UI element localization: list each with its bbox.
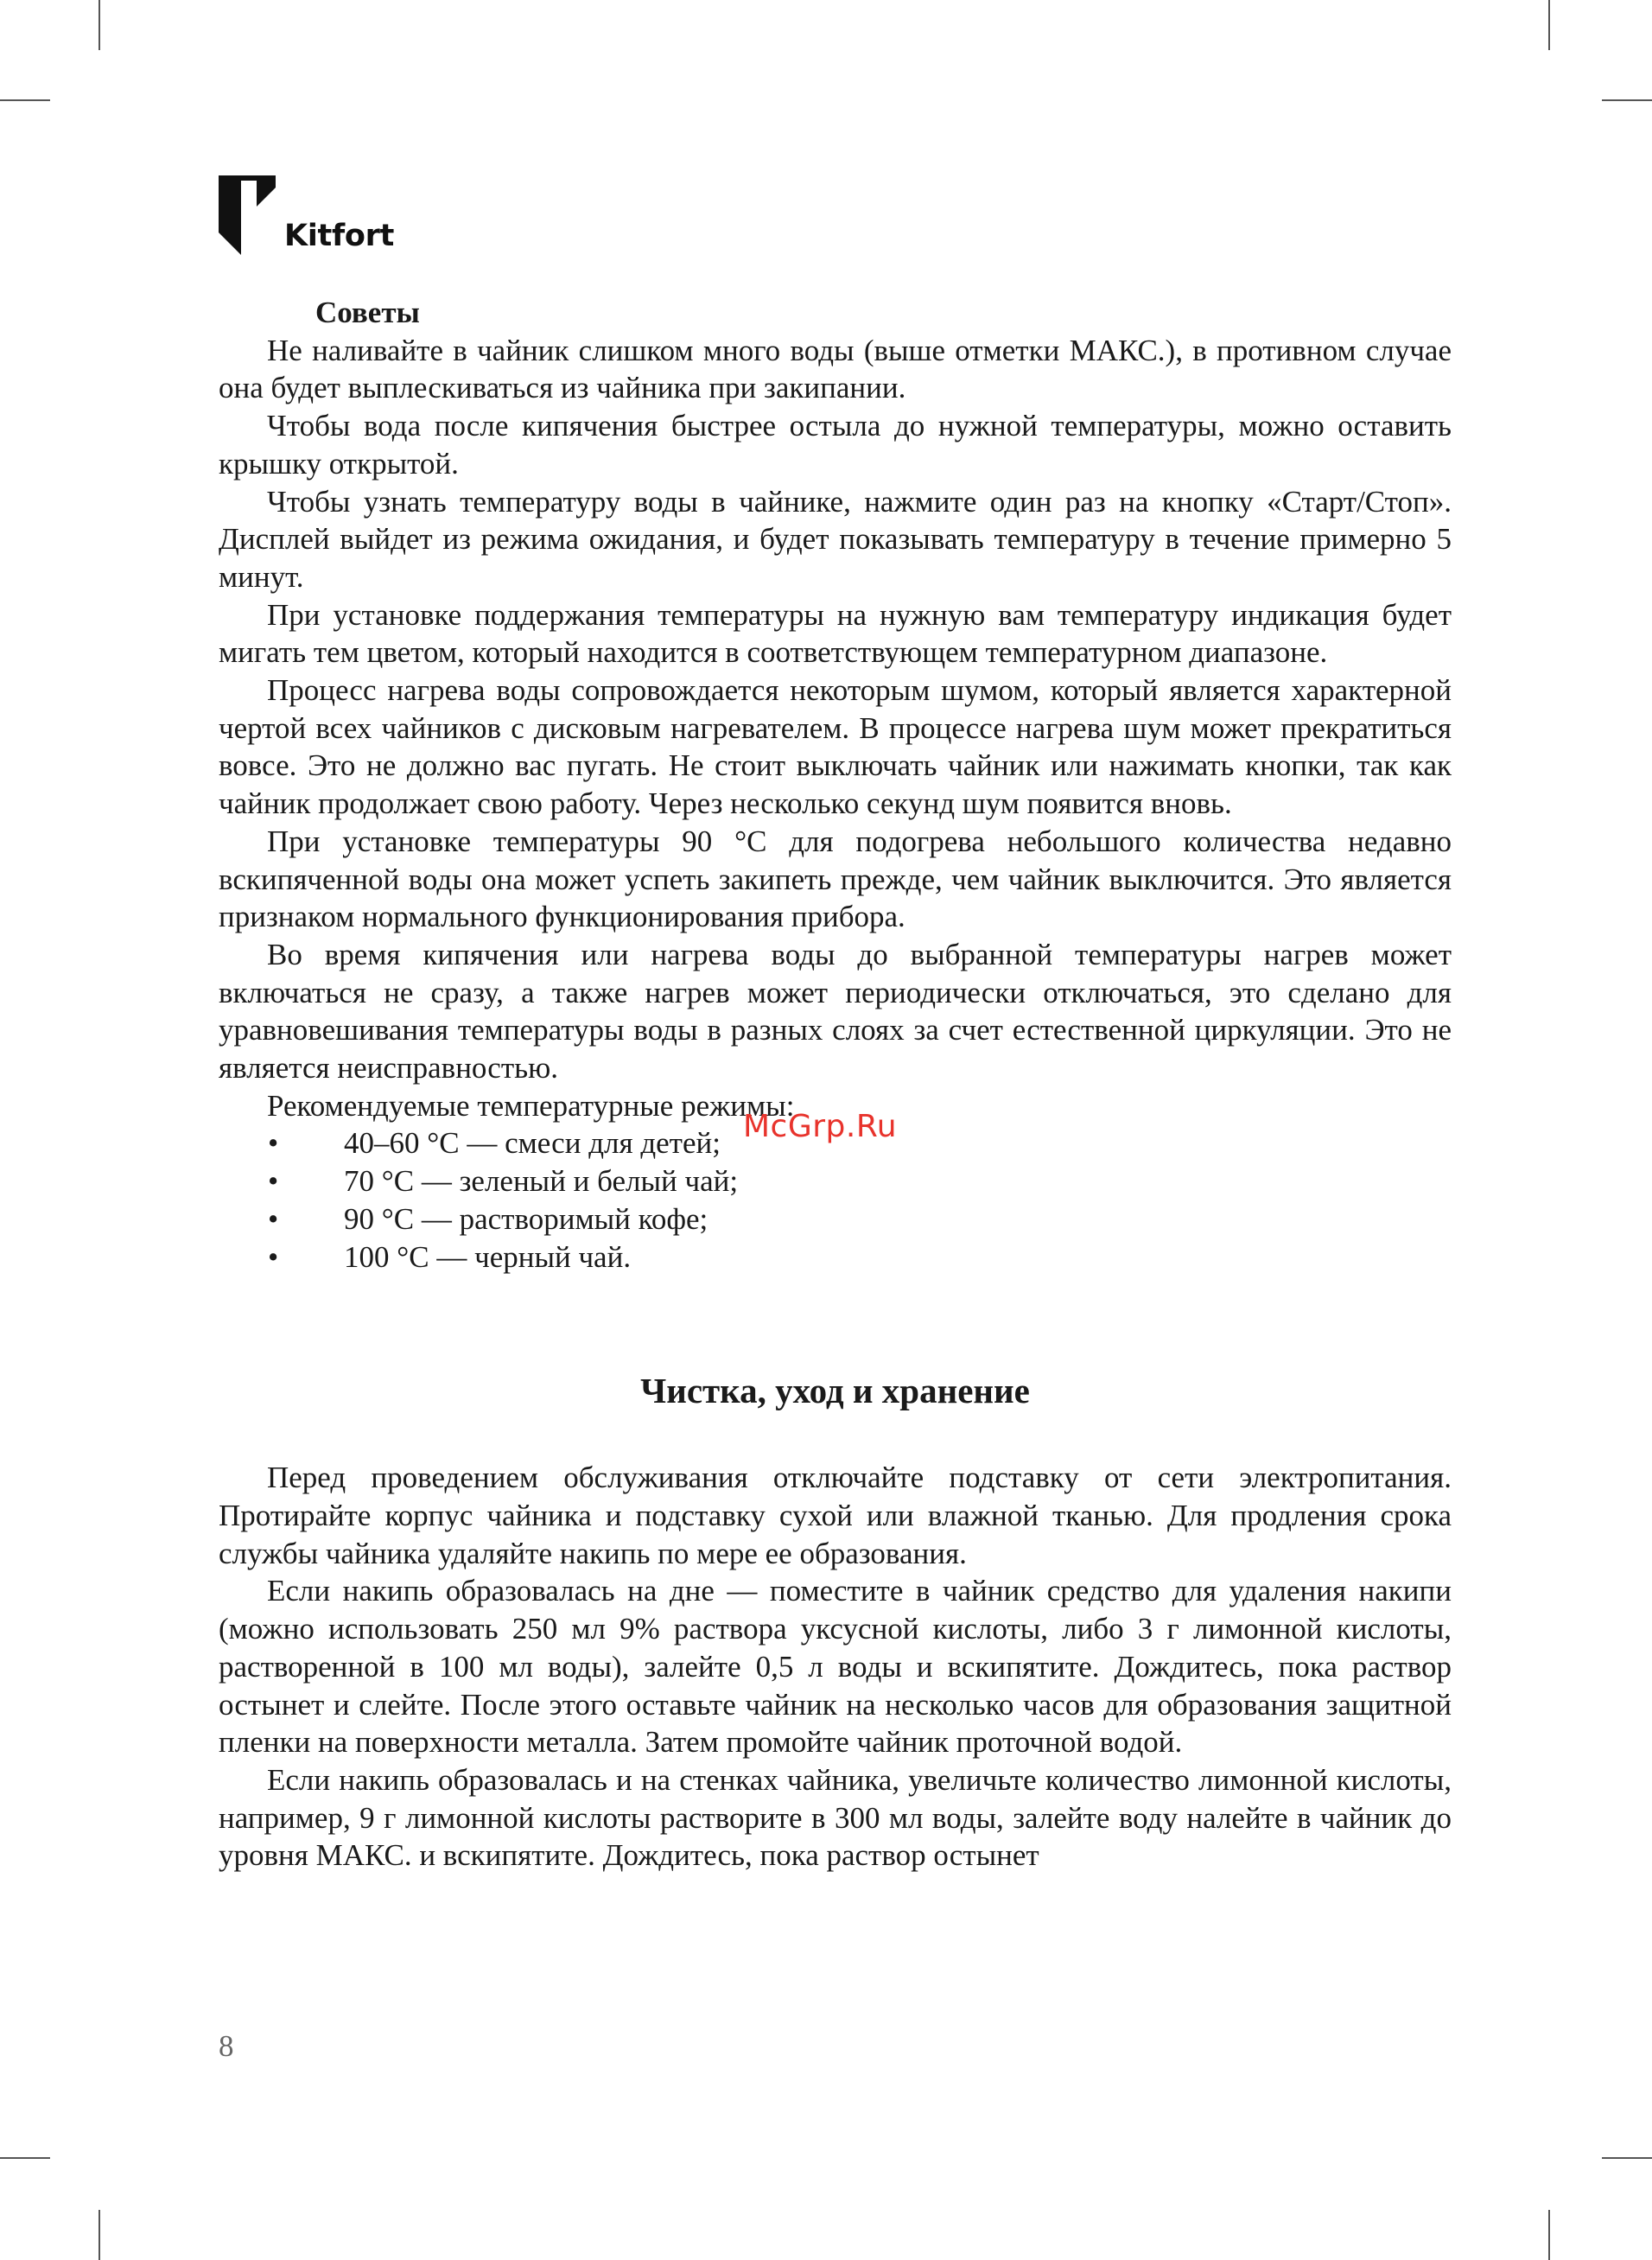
bullet-icon: • [268,1239,279,1274]
tips-paragraph: Чтобы узнать температуру воды в чайнике, нажмите один раз на кнопку «Старт/Стоп». Дисплей выйдет из режима ожидания, и будет показывать температуру в течение примерно 5 минут. [219,484,1452,594]
brand-name: Kitfort [284,219,395,253]
crop-mark [98,0,100,50]
crop-mark [0,2157,50,2159]
tips-paragraph: При установке температуры 90 °C для подогрева небольшого количества недавно вскипяченной воды она может успеть закипеть прежде, чем чайник выключится. Это является признаком нормального функционирования прибора. [219,824,1452,934]
list-item-text: 40–60 °C — смеси для детей; [344,1126,721,1161]
list-item [219,1162,1452,1200]
crop-mark [1602,99,1652,101]
list-item-text: 90 °C — растворимый кофе; [344,1201,708,1236]
crop-mark [98,2210,100,2260]
bullet-icon: • [268,1201,279,1236]
list-item-text: 70 °C — зеленый и белый чай; [344,1164,739,1199]
crop-mark [1548,2210,1550,2260]
temperature-modes-list [219,1124,1452,1276]
section-title: Чистка, уход и хранение [640,1371,1030,1411]
tips-paragraph: Рекомендуемые температурные режимы: [267,1088,795,1123]
crop-mark [1602,2157,1652,2159]
cleaning-paragraph: Если накипь образовалась и на стенках чайника, увеличьте количество лимонной кислоты, например, 9 г лимонной кислоты растворите в 300 мл воды, залейте воду налейте в чайник до уровня МАКС. и вскипятите. Дождитесь, пока раствор остынет [219,1762,1452,1873]
tips-heading: Советы [315,296,420,329]
bullet-icon: • [268,1126,279,1161]
page-content [219,294,1452,1875]
brand-logo [219,173,394,255]
watermark: McGrp.Ru [743,1109,898,1144]
crop-mark [0,99,50,101]
list-item [219,1200,1452,1238]
list-item [219,1238,1452,1276]
list-item-text: 100 °C — черный чай. [344,1239,632,1274]
tips-paragraph: Чтобы вода после кипячения быстрее остыла до нужной температуры, можно оставить крышку открытой. [219,409,1452,481]
brand-logo-mark-icon [219,175,279,255]
tips-paragraph: При установке поддержания температуры на нужную вам температуру индикация будет мигать тем цветом, который находится в соответствующем температурном диапазоне. [219,597,1452,670]
tips-paragraph: Не наливайте в чайник слишком много воды (выше отметки МАКС.), в противном случае она будет выплескиваться из чайника при закипании. [219,333,1452,405]
cleaning-paragraph: Если накипь образовалась на дне — поместите в чайник средство для удаления накипи (можно использовать 250 мл 9% раствора уксусной кислоты, либо 3 г лимонной кислоты, растворенной в 100 мл воды), залейте 0,5 л воды и вскипятите. Дождитесь, пока раствор остынет и слейте. После этого оставьте чайник на несколько часов для образования защитной пленки на поверхности металла. Затем промойте чайник проточной водой. [219,1574,1452,1760]
tips-paragraph: Процесс нагрева воды сопровождается некоторым шумом, который является характерной чертой всех чайников с дисковым нагревателем. В процессе нагрева шум может прекратиться вовсе. Это не должно вас пугать. Не стоит выключать чайник или нажимать кнопки, так как чайник продолжает свою работу. Через несколько секунд шум появится вновь. [219,673,1452,821]
crop-mark [1548,0,1550,50]
cleaning-paragraph: Перед проведением обслуживания отключайте подставку от сети электропитания. Протирайте корпус чайника и подставку сухой или влажной тканью. Для продления срока службы чайника удаляйте накипь по мере ее образования. [219,1461,1452,1570]
tips-paragraph: Во время кипячения или нагрева воды до выбранной температуры нагрев может включаться не сразу, а также нагрев может периодически отключаться, это сделано для уравновешивания температуры воды в разных слоях за счет естественной циркуляции. Это не является неисправностью. [219,937,1452,1085]
bullet-icon: • [268,1164,279,1199]
page-number: 8 [219,2029,234,2063]
